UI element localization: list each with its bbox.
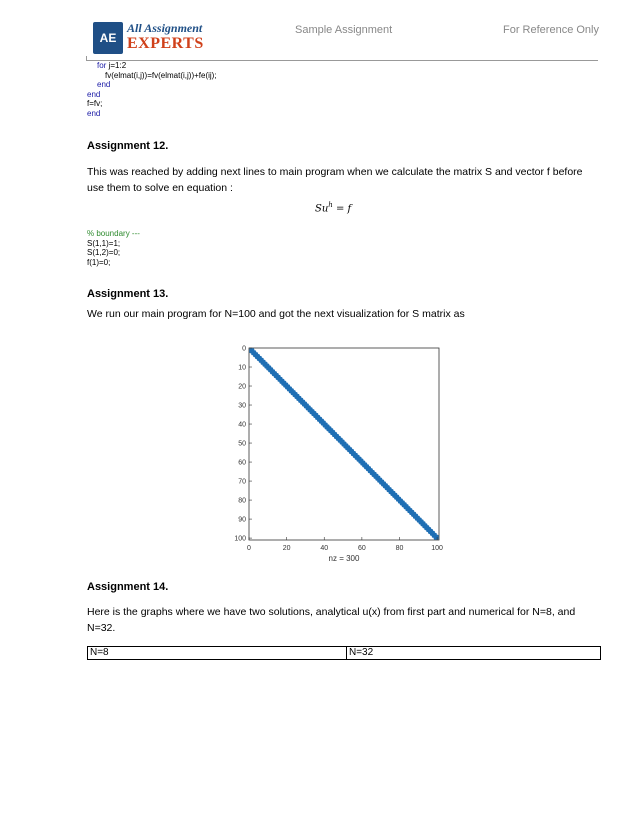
y-tick-label: 80 — [238, 497, 246, 505]
code-line: end — [97, 80, 111, 89]
equation-rhs: = f — [332, 203, 352, 215]
section-heading: Assignment 14. — [87, 581, 169, 593]
y-tick-label: 50 — [238, 440, 246, 448]
y-tick-label: 100 — [234, 535, 246, 543]
y-tick-label: 20 — [238, 383, 246, 391]
y-tick-label: 70 — [238, 478, 246, 486]
table-header-n8: N=8 — [88, 647, 347, 659]
logo-text-bottom: EXPERTS — [127, 35, 204, 52]
x-tick-label: 100 — [431, 545, 443, 552]
company-logo — [93, 20, 203, 56]
code-line: f=fv; — [87, 99, 103, 108]
code-line: end — [87, 108, 101, 118]
code-comment: % boundary --- — [87, 229, 140, 238]
logo-mark: AE — [93, 22, 123, 54]
code-line: end — [87, 89, 101, 99]
paragraph: We run our main program for N=100 and got the next visualization for S matrix as — [87, 308, 465, 320]
code-line — [97, 61, 126, 71]
code-line: S(1,2)=0; — [87, 248, 121, 257]
equation-lhs: Su — [315, 203, 329, 215]
section-heading: Assignment 12. — [87, 140, 169, 152]
section-heading: Assignment 13. — [87, 288, 169, 300]
y-tick-label: 90 — [238, 516, 246, 524]
y-tick-label: 10 — [238, 364, 246, 372]
code-line: fv(elmat(i,j))=fv(elmat(i,j))+fe(ij); — [105, 70, 217, 80]
y-tick-label: 60 — [238, 459, 246, 467]
sparsity-plot-svg — [219, 340, 449, 570]
logo-text-top: All Assignment — [127, 21, 203, 35]
code-line: f(1)=0; — [87, 257, 111, 267]
equation-superscript: h — [328, 201, 333, 209]
x-tick-label: 0 — [247, 545, 251, 552]
equation — [315, 201, 351, 214]
paragraph: Here is the graphs where we have two solutions, analytical u(x) from first part and numerical for N=8, and N=32. — [87, 606, 576, 634]
x-tick-label: 40 — [320, 545, 329, 552]
x-tick-label: 20 — [282, 545, 291, 552]
header-divider — [86, 60, 598, 61]
code-keyword: for — [97, 61, 107, 70]
results-table — [87, 646, 601, 660]
y-tick-label: 40 — [238, 421, 246, 429]
header-right-text: For Reference Only — [503, 24, 599, 36]
table-header-n32: N=32 — [349, 647, 374, 658]
sparsity-plot — [219, 340, 449, 570]
code-line: S(1,1)=1; — [87, 238, 121, 248]
header-divider-tick — [86, 56, 87, 61]
code-text: j=1:2 — [106, 61, 127, 70]
paragraph: This was reached by adding next lines to main program when we calculate the matrix S and vector f before use them to solve en equation : — [87, 166, 583, 194]
header-center-text: Sample Assignment — [295, 24, 393, 36]
y-tick-label: 30 — [238, 402, 246, 410]
x-tick-label: 80 — [395, 545, 404, 552]
y-tick-label: 0 — [242, 345, 246, 353]
x-tick-label: 60 — [357, 545, 366, 552]
x-axis-label: nz = 300 — [328, 554, 360, 563]
